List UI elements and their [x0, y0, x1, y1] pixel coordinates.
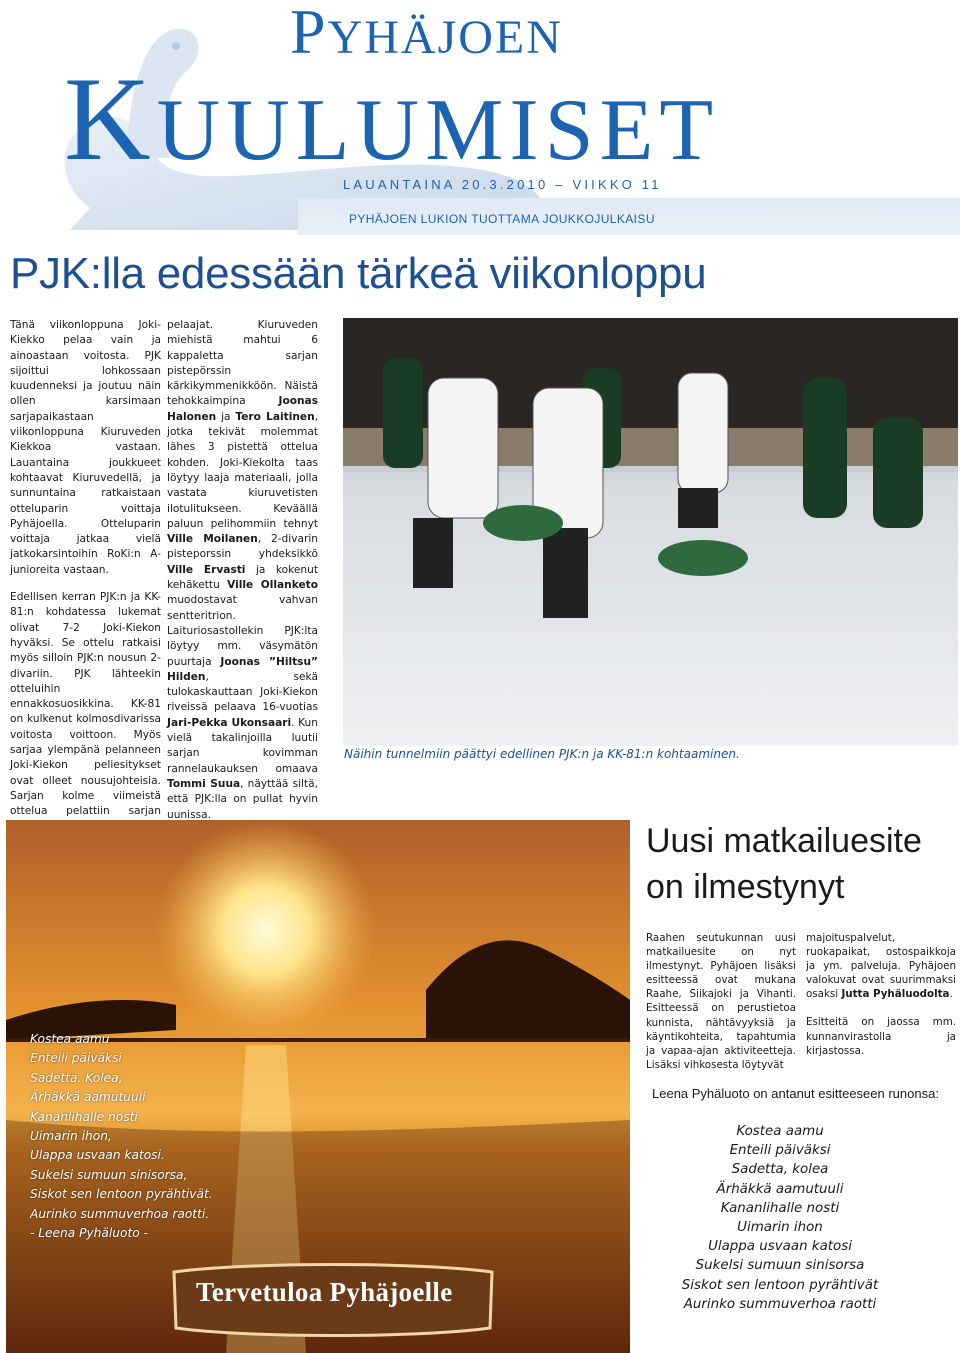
hockey-photo — [343, 318, 958, 746]
poem-line: Kananlihalle nosti — [30, 1109, 138, 1124]
player-name: Tero Laitinen — [235, 410, 315, 423]
photographer-name: Jutta Pyhäluodolta — [841, 988, 950, 1001]
welcome-banner-text: Tervetuloa Pyhäjoelle — [196, 1277, 453, 1307]
poem-line: Kananlihalle nosti — [720, 1200, 840, 1216]
poem-line: Uimarin ihon, — [30, 1129, 112, 1144]
player-name: Joonas Halonen — [167, 395, 318, 423]
poem-author: - Leena Pyhäluoto - — [30, 1226, 148, 1241]
second-article-headline: Uusi matkailuesite on ilmestynyt — [646, 822, 922, 906]
masthead-title-line1: PYHÄJOEN — [290, 0, 563, 67]
issue-date: LAUANTAINA 20.3.2010 – VIIKKO 11 — [343, 177, 662, 192]
poem-line: Aurinko summuverhoa raotti — [683, 1296, 877, 1312]
publication-strap: PYHÄJOEN LUKION TUOTTAMA JOUKKOJULKAISU — [349, 212, 655, 226]
poem-intro: Leena Pyhäluoto on antanut esitteeseen runonsa: — [652, 1086, 939, 1101]
poem-line: Ärhäkkä aamutuuli — [30, 1090, 146, 1105]
paragraph: majoituspalvelut, ruokapaikat, ostospaikkoja ja ym. palveluja. Pyhäjoen valokuvat ovat suurimmaksi osaksi Jutta Pyhäluodolta. — [806, 932, 956, 1001]
poem-line: Enteili päiväksi — [30, 1051, 122, 1066]
photo-caption: Näihin tunnelmiin päättyi edellinen PJK:n ja KK-81:n kohtaaminen. — [344, 747, 740, 761]
poem-line: Kostea aamu — [30, 1032, 110, 1046]
masthead-title-line2: KUULUMISET — [64, 52, 720, 185]
sunset-poem — [30, 1030, 213, 1243]
player-name: Jari-Pekka Ukonsaari — [167, 716, 292, 729]
paragraph: Edellisen kerran PJK:n ja KK-81:n kohdatessa lukemat olivat 7-2 Joki-Kiekon hyväksi. Se ottelu ratkaisi myös silloin PJK:n nousun 2-divariin. PJK lähteekin otteluihin ennakkosuosikkina. KK-81 on kulkenut kolmosdivarissa voitosta voittoon. Myös sarjaa ylempänä pelanneen Joki-Kiekon peliesitykset ovat olleet nousujohteisia. Sarjan kolme viimeistä ottelua pelattiin sarjan — [10, 591, 161, 818]
poem-line: Sadetta, kolea — [731, 1162, 829, 1178]
poem-line: Siskot sen lentoon pyrähtivät — [681, 1277, 879, 1293]
poem-line: Uimarin ihon — [737, 1220, 823, 1236]
poem-line: Ulappa usvaan katosi — [708, 1239, 852, 1255]
player-name: Tommi Suua — [167, 777, 241, 790]
masthead — [0, 0, 960, 235]
poem-line: Siskot sen lentoon pyrähtivät. — [30, 1187, 213, 1202]
poem-line: Enteili päiväksi — [729, 1143, 831, 1159]
second-article-column-2 — [806, 931, 956, 1072]
paragraph: Tänä viikonloppuna Joki-Kiekko pelaa vain ja ainoastaan voitosta. PJK sijoittui lohkossaan kuudenneksi ja joutuu näin ollen karsimaan sarjapaikastaan viikonloppuna Kiuruveden Kiekkoa vastaan. Lauantaina joukkueet kohtaavat Kiuruvedellä, ja sunnuntaina ratkaistaan otteluparin voittaja Pyhäjoella. Otteluparin voittaja jatkaa vielä jatkokarsintoihin RoKi:n A-junioreita vastaan. — [10, 319, 161, 576]
player-name: Ville Ollanketo — [227, 579, 318, 592]
player-name: Joonas ”Hiltsu” Hilden — [167, 655, 318, 683]
poem-line: Sukelsi sumuun sinisorsa, — [30, 1167, 188, 1182]
paragraph: pelaajat. Kiuruveden miehistä mahtui 6 kappaletta sarjan pistepörssin kärkikymmenikköön. Näistä tehokkaimpina Joonas Halonen ja Tero Laitinen, jotka tekivät molemmat lähes 3 pistettä ottelua kohden. Joki-Kiekolta taas löytyy laaja materiaali, jolla vastata kiuruvetisten ilotulitukseen. Keväällä paluun pelihommiin tehnyt Ville Moilanen, 2-divarin pisteporssin yhdeksikkö Ville Ervasti ja kokenut kehäkettu Ville Ollanketo muodostavat vahvan sentteritrion. Laituriosastollekin PJK:lta löytyy mm. väsymätön puurtaja Joonas ”Hiltsu” Hilden, sekä tulokaskauttaan Joki-Kiekon riveissä pelaava 16-vuotias Jari-Pekka Ukonsaari. Kun vielä takalinjoilla luutii sarjan kovimman rannelaukauksen omaava Tommi Suua, näyttää siltä, että PJK:lla on pullat hyvin uunissa. — [167, 319, 319, 821]
lead-headline: PJK:lla edessään tärkeä viikonloppu — [10, 249, 707, 298]
paragraph: Raahen seutukunnan uusi matkailuesite on nyt ilmestynyt. Pyhäjoen lisäksi esitteessä ovat mukana Raahe, Siikajoki ja Vihanti. Esitteessä on perustietoa kunnista, nähtävyyksiä ja käyntikohteita, tapahtumia ja vapaa-ajan aktiviteetteja. Lisäksi vihkosesta löytyvät — [646, 932, 796, 1071]
poem-line: Kostea aamu — [736, 1124, 824, 1139]
poem-line: Sukelsi sumuun sinisorsa — [695, 1258, 865, 1274]
poem — [655, 1122, 905, 1314]
poem-line: Ulappa usvaan katosi. — [30, 1148, 165, 1163]
second-article-column-1 — [646, 931, 796, 1086]
poem-line: Ärhäkkä aamutuuli — [716, 1181, 844, 1197]
poem-line: Sadetta. Kolea, — [30, 1070, 123, 1085]
paragraph: Esitteitä on jaossa mm. kunnanvirastolla ja kirjastossa. — [806, 1016, 956, 1057]
player-name: Ville Moilanen — [167, 533, 258, 546]
player-name: Ville Ervasti — [167, 563, 246, 576]
poem-line: Aurinko summuverhoa raotti. — [30, 1206, 210, 1221]
